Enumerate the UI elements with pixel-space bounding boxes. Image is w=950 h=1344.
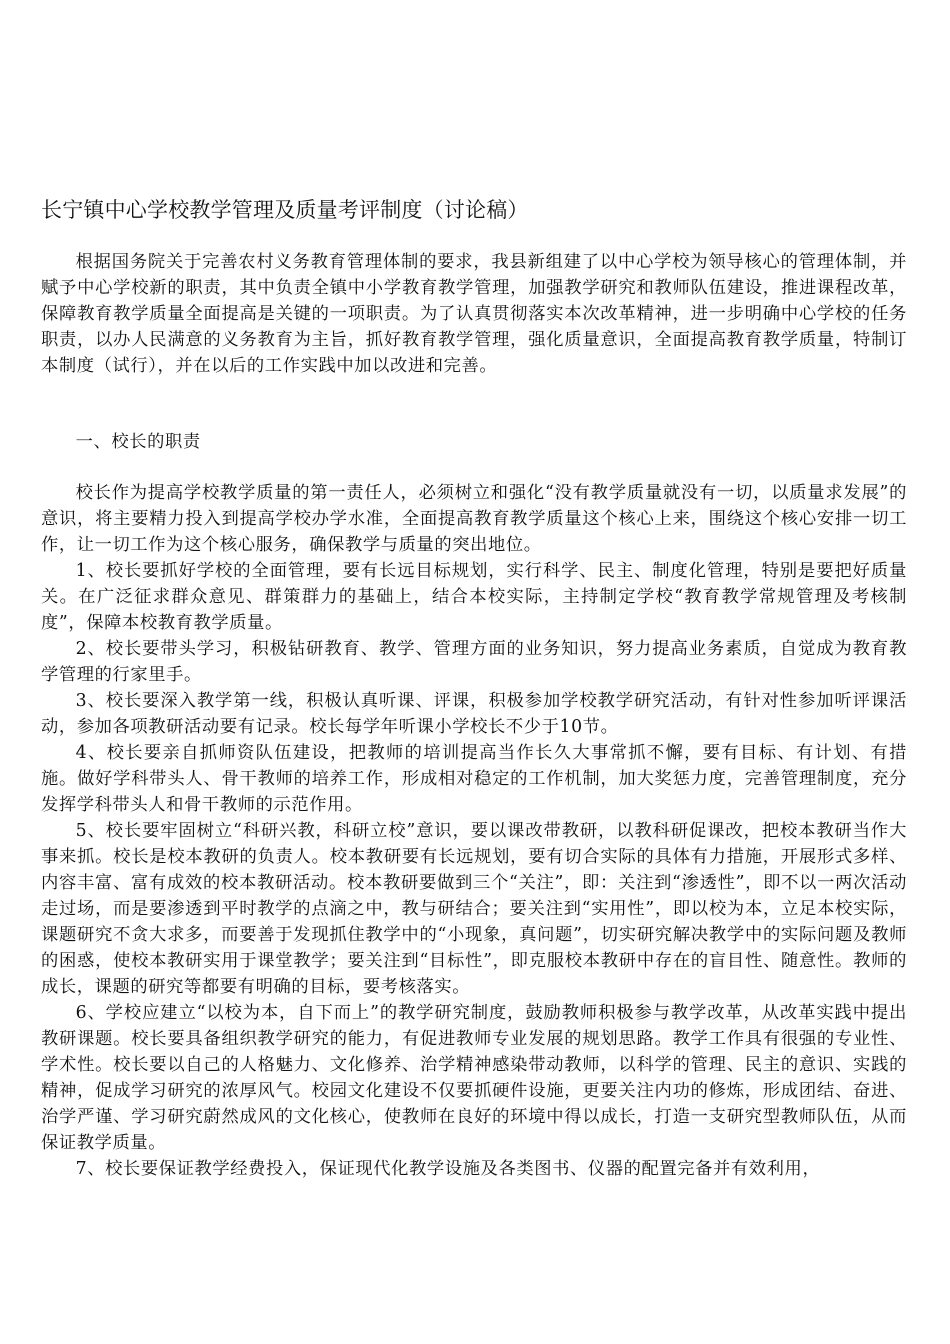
intro-paragraph: 根据国务院关于完善农村义务教育管理体制的要求，我县新组建了以中心学校为领导核心的管理体制，并赋予中心学校新的职责，其中负责全镇中小学教育教学管理，加强教学研究和教师队伍建设，推进课程改革，保障教育教学质量全面提高是关键的一项职责。为了认真贯彻落实本次改革精神，进一步明确中心学校的任务职责，以办人民满意的义务教育为主旨，抓好教育教学管理，强化质量意识，全面提高教育教学质量，特制订本制度（试行），并在以后的工作实践中加以改进和完善。	[41, 252, 907, 376]
section-1-item-4: 4、校长要亲自抓师资队伍建设，把教师的培训提高当作长久大事常抓不懈，要有目标、有计划、有措施。做好学科带头人、骨干教师的培养工作，形成相对稳定的工作机制，加大奖惩力度，完善管理制度，充分发挥学科带头人和骨干教师的示范作用。	[41, 743, 907, 815]
section-1-body	[41, 480, 907, 1182]
section-1-item-3: 3、校长要深入教学第一线，积极认真听课、评课，积极参加学校教学研究活动，有针对性参加听评课活动，参加各项教研活动要有记录。校长每学年听课小学校长不少于10节。	[41, 691, 907, 737]
document-title: 长宁镇中心学校教学管理及质量考评制度（讨论稿）	[41, 198, 529, 222]
section-1-item-2: 2、校长要带头学习，积极钻研教育、教学、管理方面的业务知识，努力提高业务素质，自觉成为教育教学管理的行家里手。	[41, 639, 907, 685]
section-1-lead-paragraph: 校长作为提高学校教学质量的第一责任人，必须树立和强化“没有教学质量就没有一切，以质量求发展”的意识，将主要精力投入到提高学校办学水准，全面提高教育教学质量这个核心上来，围绕这个核心安排一切工作，让一切工作为这个核心服务，确保教学与质量的突出地位。	[41, 483, 907, 555]
section-1-item-7: 7、校长要保证教学经费投入，保证现代化教学设施及各类图书、仪器的配置完备并有效利用，	[75, 1159, 821, 1179]
section-heading-container	[41, 429, 907, 455]
section-1-item-1: 1、校长要抓好学校的全面管理，要有长远目标规划，实行科学、民主、制度化管理，特别是要把好质量关。在广泛征求群众意见、群策群力的基础上，结合本校实际，主持制定学校“教育教学常规管理及考核制度”，保障本校教育教学质量。	[41, 561, 907, 633]
intro-section	[41, 249, 907, 379]
section-1-heading: 一、校长的职责	[75, 432, 201, 452]
section-1-item-5: 5、校长要牢固树立“科研兴教，科研立校”意识，要以课改带教研，以教科研促课改，把校本教研当作大事来抓。校长是校本教研的负责人。校本教研要有长远规划，要有切合实际的具体有力措施，开展形式多样、内容丰富、富有成效的校本教研活动。校本教研要做到三个“关注”，即：关注到“渗透性”，即不以一两次活动走过场，而是要渗透到平时教学的点滴之中，教与研结合；要关注到“实用性”，即以校为本，立足本校实际，课题研究不贪大求多，而要善于发现抓住教学中的“小现象，真问题”，切实研究解决教学中的实际问题及教师的困惑，使校本教研实用于课堂教学；要关注到“目标性”，即克服校本教研中存在的盲目性、随意性。教师的成长，课题的研究等都要有明确的目标，要考核落实。	[41, 821, 907, 997]
section-1-item-6: 6、学校应建立“以校为本，自下而上”的教学研究制度，鼓励教师积极参与教学改革，从改革实践中提出教研课题。校长要具备组织教学研究的能力，有促进教师专业发展的规划思路。教学工作具有很强的专业性、学术性。校长要以自己的人格魅力、文化修养、治学精神感染带动教师，以科学的管理、民主的意识、实践的精神，促成学习研究的浓厚风气。校园文化建设不仅要抓硬件设施，更要关注内功的修炼，形成团结、奋进、治学严谨、学习研究蔚然成风的文化核心，使教师在良好的环境中得以成长，打造一支研究型教师队伍，从而保证教学质量。	[41, 1003, 907, 1153]
